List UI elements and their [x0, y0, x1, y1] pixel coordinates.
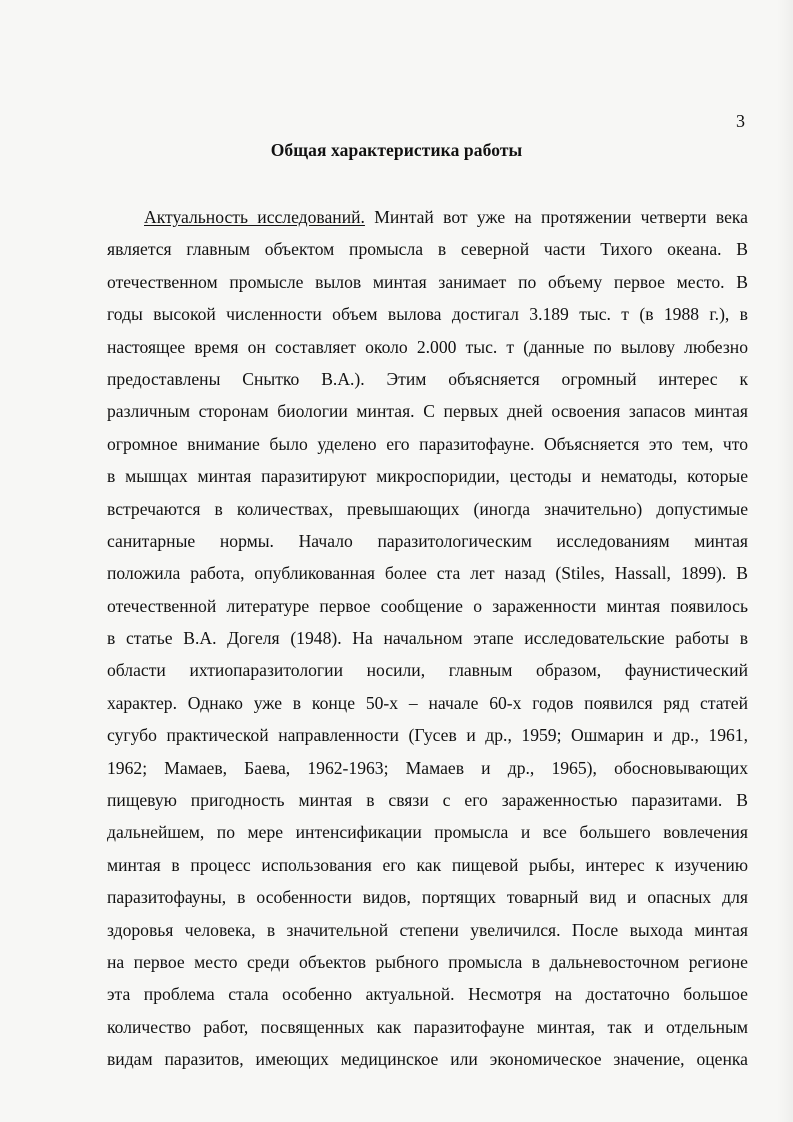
- paragraph-line: в статье В.А. Догеля (1948). На начальном этапе исследовательские работы в: [107, 628, 748, 649]
- paragraph-line: [107, 201, 748, 233]
- paragraph-line: области ихтиопаразитологии носили, главным образом, фаунистический: [107, 660, 748, 681]
- paragraph-line: дальнейшем, по мере интенсификации промысла и все большего вовлечения: [107, 822, 748, 843]
- paragraph-line: является главным объектом промысла в северной части Тихого океана. В: [107, 239, 748, 260]
- paragraph-line: встречаются в количествах, превышающих (иногда значительно) допустимые: [107, 498, 748, 519]
- paragraph-line: видам паразитов, имеющих медицинское или экономическое значение, оценка: [107, 1049, 748, 1070]
- section-heading: Общая характеристика работы: [270, 140, 523, 160]
- paragraph-line: настоящее время он составляет около 2.000 тыс. т (данные по вылову любезно: [107, 336, 748, 357]
- paragraph-line: 1962; Мамаев, Баева, 1962-1963; Мамаев и др., 1965), обосновывающих: [107, 757, 748, 778]
- paragraph-line: в мышцах минтая паразитируют микроспоридии, цестоды и нематоды, которые: [107, 466, 748, 487]
- paragraph-line: отечественном промысле вылов минтая занимает по объему первое место. В: [107, 271, 748, 292]
- paragraph-line: огромное внимание было уделено его паразитофауне. Объясняется это тем, что: [107, 433, 748, 454]
- paragraph-line: санитарные нормы. Начало паразитологическим исследованиям минтая: [107, 530, 748, 551]
- body-paragraph: [107, 201, 748, 1076]
- page-number: 3: [736, 111, 745, 131]
- paragraph-line: паразитофауны, в особенности видов, портящих товарный вид и опасных для: [107, 887, 748, 908]
- paragraph-line: различным сторонам биологии минтая. С первых дней освоения запасов минтая: [107, 401, 748, 422]
- scan-shadow: [777, 0, 793, 1122]
- paragraph-line: здоровья человека, в значительной степени увеличился. После выхода минтая: [107, 919, 748, 940]
- paragraph-line: минтая в процесс использования его как пищевой рыбы, интерес к изучению: [107, 854, 748, 875]
- paragraph-line: сугубо практической направленности (Гусев и др., 1959; Ошмарин и др., 1961,: [107, 725, 748, 746]
- paragraph-line: положила работа, опубликованная более ста лет назад (Stiles, Hassall, 1899). В: [107, 563, 748, 584]
- line-text: Минтай вот уже на протяжении четверти века: [364, 207, 748, 227]
- underlined-lead: Актуальность исследований.: [144, 207, 365, 227]
- paragraph-line: на первое место среди объектов рыбного промысла в дальневосточном регионе: [107, 951, 748, 972]
- paragraph-line: эта проблема стала особенно актуальной. Несмотря на достаточно большое: [107, 984, 748, 1005]
- paragraph-line: пищевую пригодность минтая в связи с его зараженностью паразитами. В: [107, 790, 748, 811]
- paragraph-line: количество работ, посвященных как паразитофауне минтая, так и отдельным: [107, 1016, 748, 1037]
- paragraph-line: характер. Однако уже в конце 50-х – начале 60-х годов появился ряд статей: [107, 692, 748, 713]
- paragraph-line: предоставлены Снытко В.А.). Этим объясняется огромный интерес к: [107, 368, 748, 389]
- paragraph-line: годы высокой численности объем вылова достигал 3.189 тыс. т (в 1988 г.), в: [107, 304, 748, 325]
- paragraph-line: отечественной литературе первое сообщение о зараженности минтая появилось: [107, 595, 748, 616]
